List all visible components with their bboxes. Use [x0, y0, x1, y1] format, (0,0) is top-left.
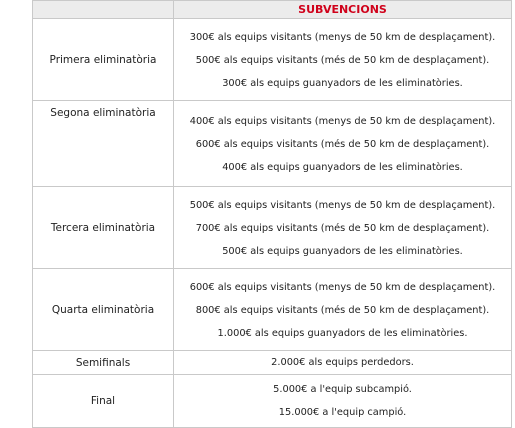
detail-line: 2.000€ als equips perdedors. [271, 357, 414, 368]
round-details [174, 19, 512, 101]
detail-line: 400€ als equips visitants (menys de 50 km de desplaçament). [189, 116, 496, 127]
detail-line: 600€ als equips visitants (més de 50 km de desplaçament). [195, 139, 490, 150]
detail-line: 700€ als equips visitants (més de 50 km de desplaçament). [195, 223, 490, 234]
detail-line: 500€ als equips visitants (menys de 50 km de desplaçament). [189, 200, 496, 211]
table-row [33, 187, 512, 269]
round-details [174, 351, 512, 375]
round-name: Primera eliminatòria [33, 19, 174, 101]
detail-line: 800€ als equips visitants (més de 50 km de desplaçament). [195, 305, 490, 316]
round-name: Semifinals [33, 351, 174, 375]
round-details [174, 375, 512, 428]
table-row [33, 269, 512, 351]
detail-line: 600€ als equips visitants (menys de 50 km de desplaçament). [189, 282, 496, 293]
detail-line: 15.000€ a l'equip campió. [278, 407, 407, 418]
round-details [174, 187, 512, 269]
detail-line: 5.000€ a l'equip subcampió. [273, 384, 412, 395]
round-details [174, 101, 512, 187]
table-row [33, 101, 512, 187]
detail-line: 1.000€ als equips guanyadors de les eliminatòries. [217, 328, 468, 339]
round-name: Quarta eliminatòria [33, 269, 174, 351]
table-row [33, 351, 512, 375]
detail-line: 300€ als equips guanyadors de les eliminatòries. [222, 78, 463, 89]
detail-line: 500€ als equips guanyadors de les eliminatòries. [222, 246, 463, 257]
detail-line: 300€ als equips visitants (menys de 50 km de desplaçament). [189, 32, 496, 43]
table-header: SUBVENCIONS [174, 1, 512, 19]
header-empty-cell [33, 1, 174, 19]
subsidies-table [32, 0, 512, 428]
round-name: Final [33, 375, 174, 428]
detail-line: 400€ als equips guanyadors de les eliminatòries. [222, 162, 463, 173]
round-name: Tercera eliminatòria [33, 187, 174, 269]
round-name: Segona eliminatòria [33, 101, 174, 187]
table-row [33, 19, 512, 101]
table-row [33, 375, 512, 428]
detail-line: 500€ als equips visitants (més de 50 km de desplaçament). [195, 55, 490, 66]
table-header-row [33, 1, 512, 19]
round-details [174, 269, 512, 351]
